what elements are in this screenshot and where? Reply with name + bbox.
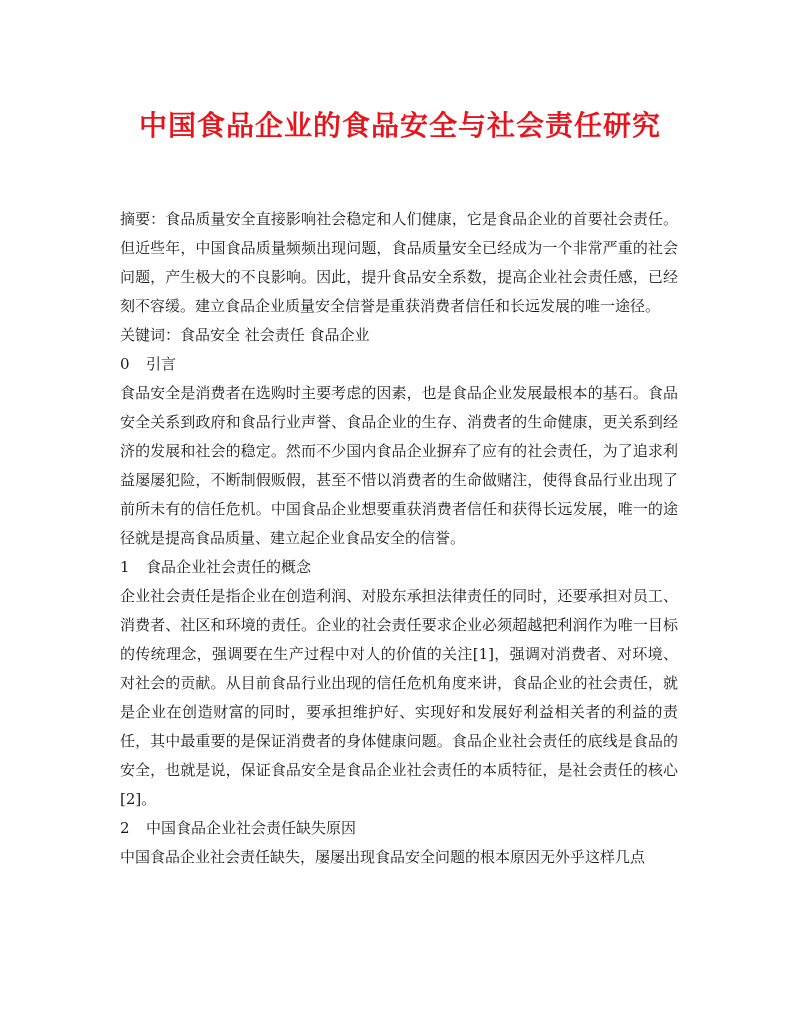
section-heading-text: 引言 [146,355,177,373]
document-title: 中国食品企业的食品安全与社会责任研究 [138,109,661,142]
section-heading-0 [120,350,678,379]
section-number: 1 [120,558,130,576]
section-number: 2 [120,819,130,837]
document-body [120,205,678,872]
section-heading-1 [120,553,678,582]
section-heading-text: 食品企业社会责任的概念 [146,558,312,576]
keywords-line: 关键词：食品安全 社会责任 食品企业 [120,326,370,344]
section-paragraph-1: 企业社会责任是指企业在创造利润、对股东承担法律责任的同时，还要承担对员工、消费者、社区和环境的责任。企业的社会责任要求企业必须超越把利润作为唯一目标的传统理念，强调要在生产过程中对人的价值的关注[1]，强调对消费者、对环境、对社会的贡献。从目前食品行业出现的信任危机角度来讲，食品企业的社会责任，就是企业在创造财富的同时，要承担维护好、实现好和发展好利益相关者的利益的责任，其中最重要的是保证消费者的身体健康问题。食品企业社会责任的底线是食品的安全，也就是说，保证食品安全是食品企业社会责任的本质特征，是社会责任的核心[2]。 [120,587,678,808]
abstract-paragraph: 摘要：食品质量安全直接影响社会稳定和人们健康，它是食品企业的首要社会责任。但近些年，中国食品质量频频出现问题，食品质量安全已经成为一个非常严重的社会问题，产生极大的不良影响。因此，提升食品安全系数，提高企业社会责任感，已经刻不容缓。建立食品企业质量安全信誉是重获消费者信任和长远发展的唯一途径。 [120,210,678,315]
section-number: 0 [120,355,130,373]
section-heading-2 [120,814,678,843]
section-paragraph-2: 中国食品企业社会责任缺失，屡屡出现食品安全问题的根本原因无外乎这样几点 [120,848,646,866]
section-paragraph-0: 食品安全是消费者在选购时主要考虑的因素，也是食品企业发展最根本的基石。食品安全关系到政府和食品行业声誉、食品企业的生存、消费者的生命健康，更关系到经济的发展和社会的稳定。然而不少国内食品企业摒弃了应有的社会责任，为了追求利益屡屡犯险，不断制假贩假，甚至不惜以消费者的生命做赌注，使得食品行业出现了前所未有的信任危机。中国食品企业想要重获消费者信任和获得长远发展，唯一的途径就是提高食品质量、建立起企业食品安全的信誉。 [120,384,678,547]
section-heading-text: 中国食品企业社会责任缺失原因 [146,819,357,837]
